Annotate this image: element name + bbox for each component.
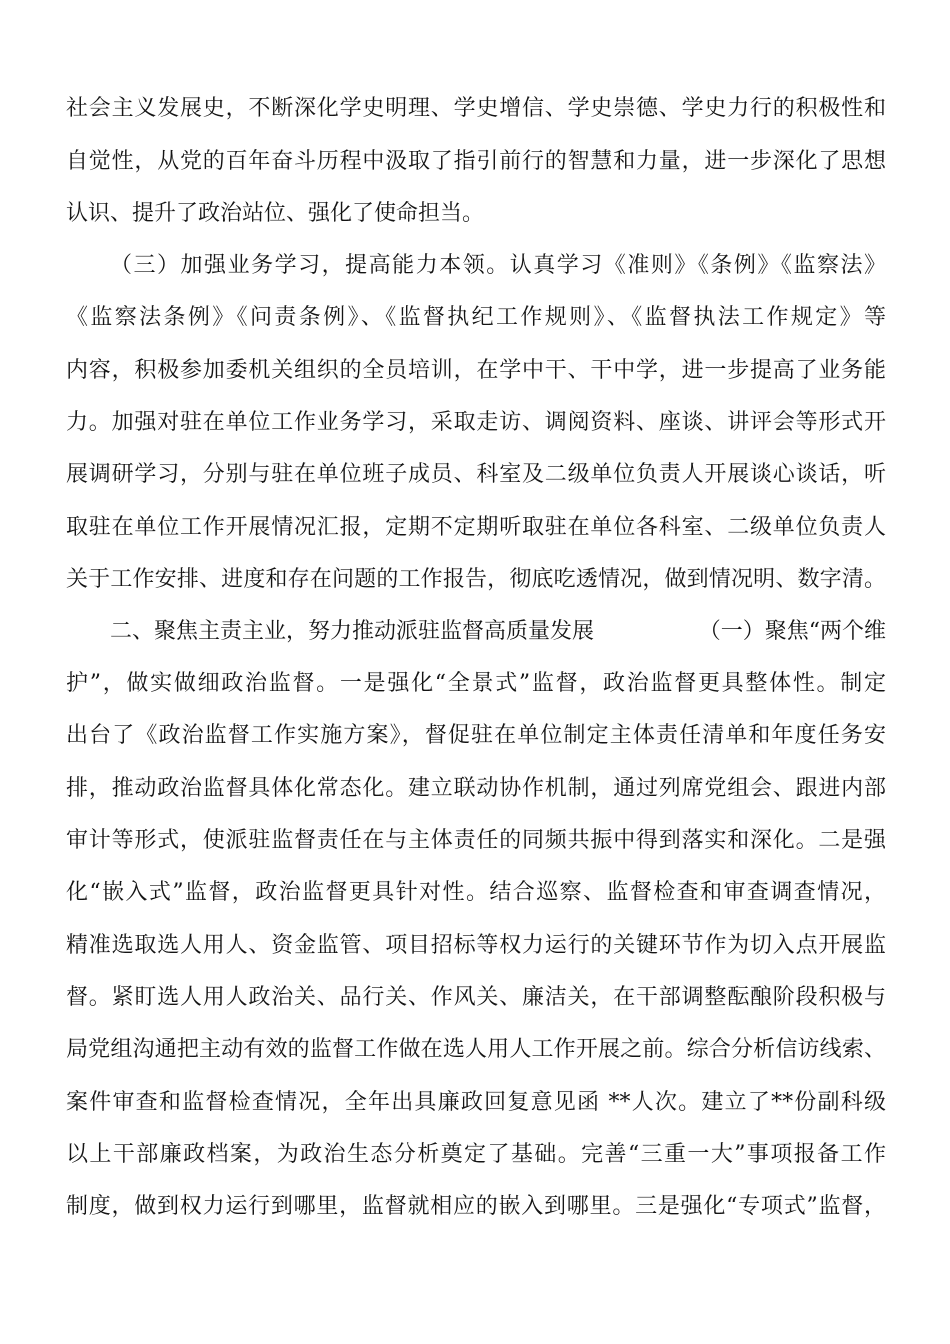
paragraph-line: 督。紧盯选人用人政治关、品行关、作风关、廉洁关，在干部调整酝酿阶段积极与 bbox=[66, 985, 886, 1010]
section-heading-line bbox=[110, 616, 886, 648]
paragraph-line: 案件审查和监督检查情况，全年出具廉政回复意见函 **人次。建立了**份副科级 bbox=[66, 1090, 886, 1115]
paragraph-line: 自觉性，从党的百年奋斗历程中汲取了指引前行的智慧和力量，进一步深化了思想 bbox=[66, 149, 886, 174]
paragraph-line: 局党组沟通把主动有效的监督工作做在选人用人工作开展之前。综合分析信访线索、 bbox=[66, 1037, 886, 1062]
paragraph-line: 排，推动政治监督具体化常态化。建立联动协作机制，通过列席党组会、跟进内部 bbox=[66, 776, 886, 801]
paragraph-line: 关于工作安排、进度和存在问题的工作报告，彻底吃透情况，做到情况明、数字清。 bbox=[66, 567, 886, 592]
paragraph-line: 精准选取选人用人、资金监管、项目招标等权力运行的关键环节作为切入点开展监 bbox=[66, 933, 886, 958]
paragraph-line: 化“嵌入式”监督，政治监督更具针对性。结合巡察、监督检查和审查调查情况， bbox=[66, 880, 886, 905]
paragraph-line: 护”，做实做细政治监督。一是强化“全景式”监督，政治监督更具整体性。制定 bbox=[66, 671, 886, 696]
paragraph-line: 内容，积极参加委机关组织的全员培训，在学中干、干中学，进一步提高了业务能 bbox=[66, 358, 886, 383]
paragraph-line: 《监察法条例》《问责条例》、《监督执纪工作规则》、《监督执法工作规定》等 bbox=[66, 305, 886, 330]
paragraph-line: （三）加强业务学习，提高能力本领。认真学习《准则》《条例》《监察法》 bbox=[110, 253, 886, 278]
paragraph-line: 审计等形式，使派驻监督责任在与主体责任的同频共振中得到落实和深化。二是强 bbox=[66, 828, 886, 853]
paragraph-line: 取驻在单位工作开展情况汇报，定期不定期听取驻在单位各科室、二级单位负责人 bbox=[66, 515, 886, 540]
subsection-heading: （一）聚焦“两个维 bbox=[698, 619, 886, 644]
paragraph-line: 制度，做到权力运行到哪里，监督就相应的嵌入到哪里。三是强化“专项式”监督， bbox=[66, 1194, 886, 1219]
paragraph-line: 以上干部廉政档案，为政治生态分析奠定了基础。完善“三重一大”事项报备工作 bbox=[66, 1142, 886, 1167]
section-heading: 二、聚焦主责主业，努力推动派驻监督高质量发展 bbox=[110, 619, 595, 644]
paragraph-line: 出台了《政治监督工作实施方案》，督促驻在单位制定主体责任清单和年度任务安 bbox=[66, 723, 886, 748]
paragraph-line: 认识、提升了政治站位、强化了使命担当。 bbox=[66, 201, 485, 226]
paragraph-line: 展调研学习，分别与驻在单位班子成员、科室及二级单位负责人开展谈心谈话，听 bbox=[66, 462, 886, 487]
paragraph-line: 力。加强对驻在单位工作业务学习，采取走访、调阅资料、座谈、讲评会等形式开 bbox=[66, 410, 886, 435]
paragraph-line: 社会主义发展史，不断深化学史明理、学史增信、学史崇德、学史力行的积极性和 bbox=[66, 96, 886, 121]
